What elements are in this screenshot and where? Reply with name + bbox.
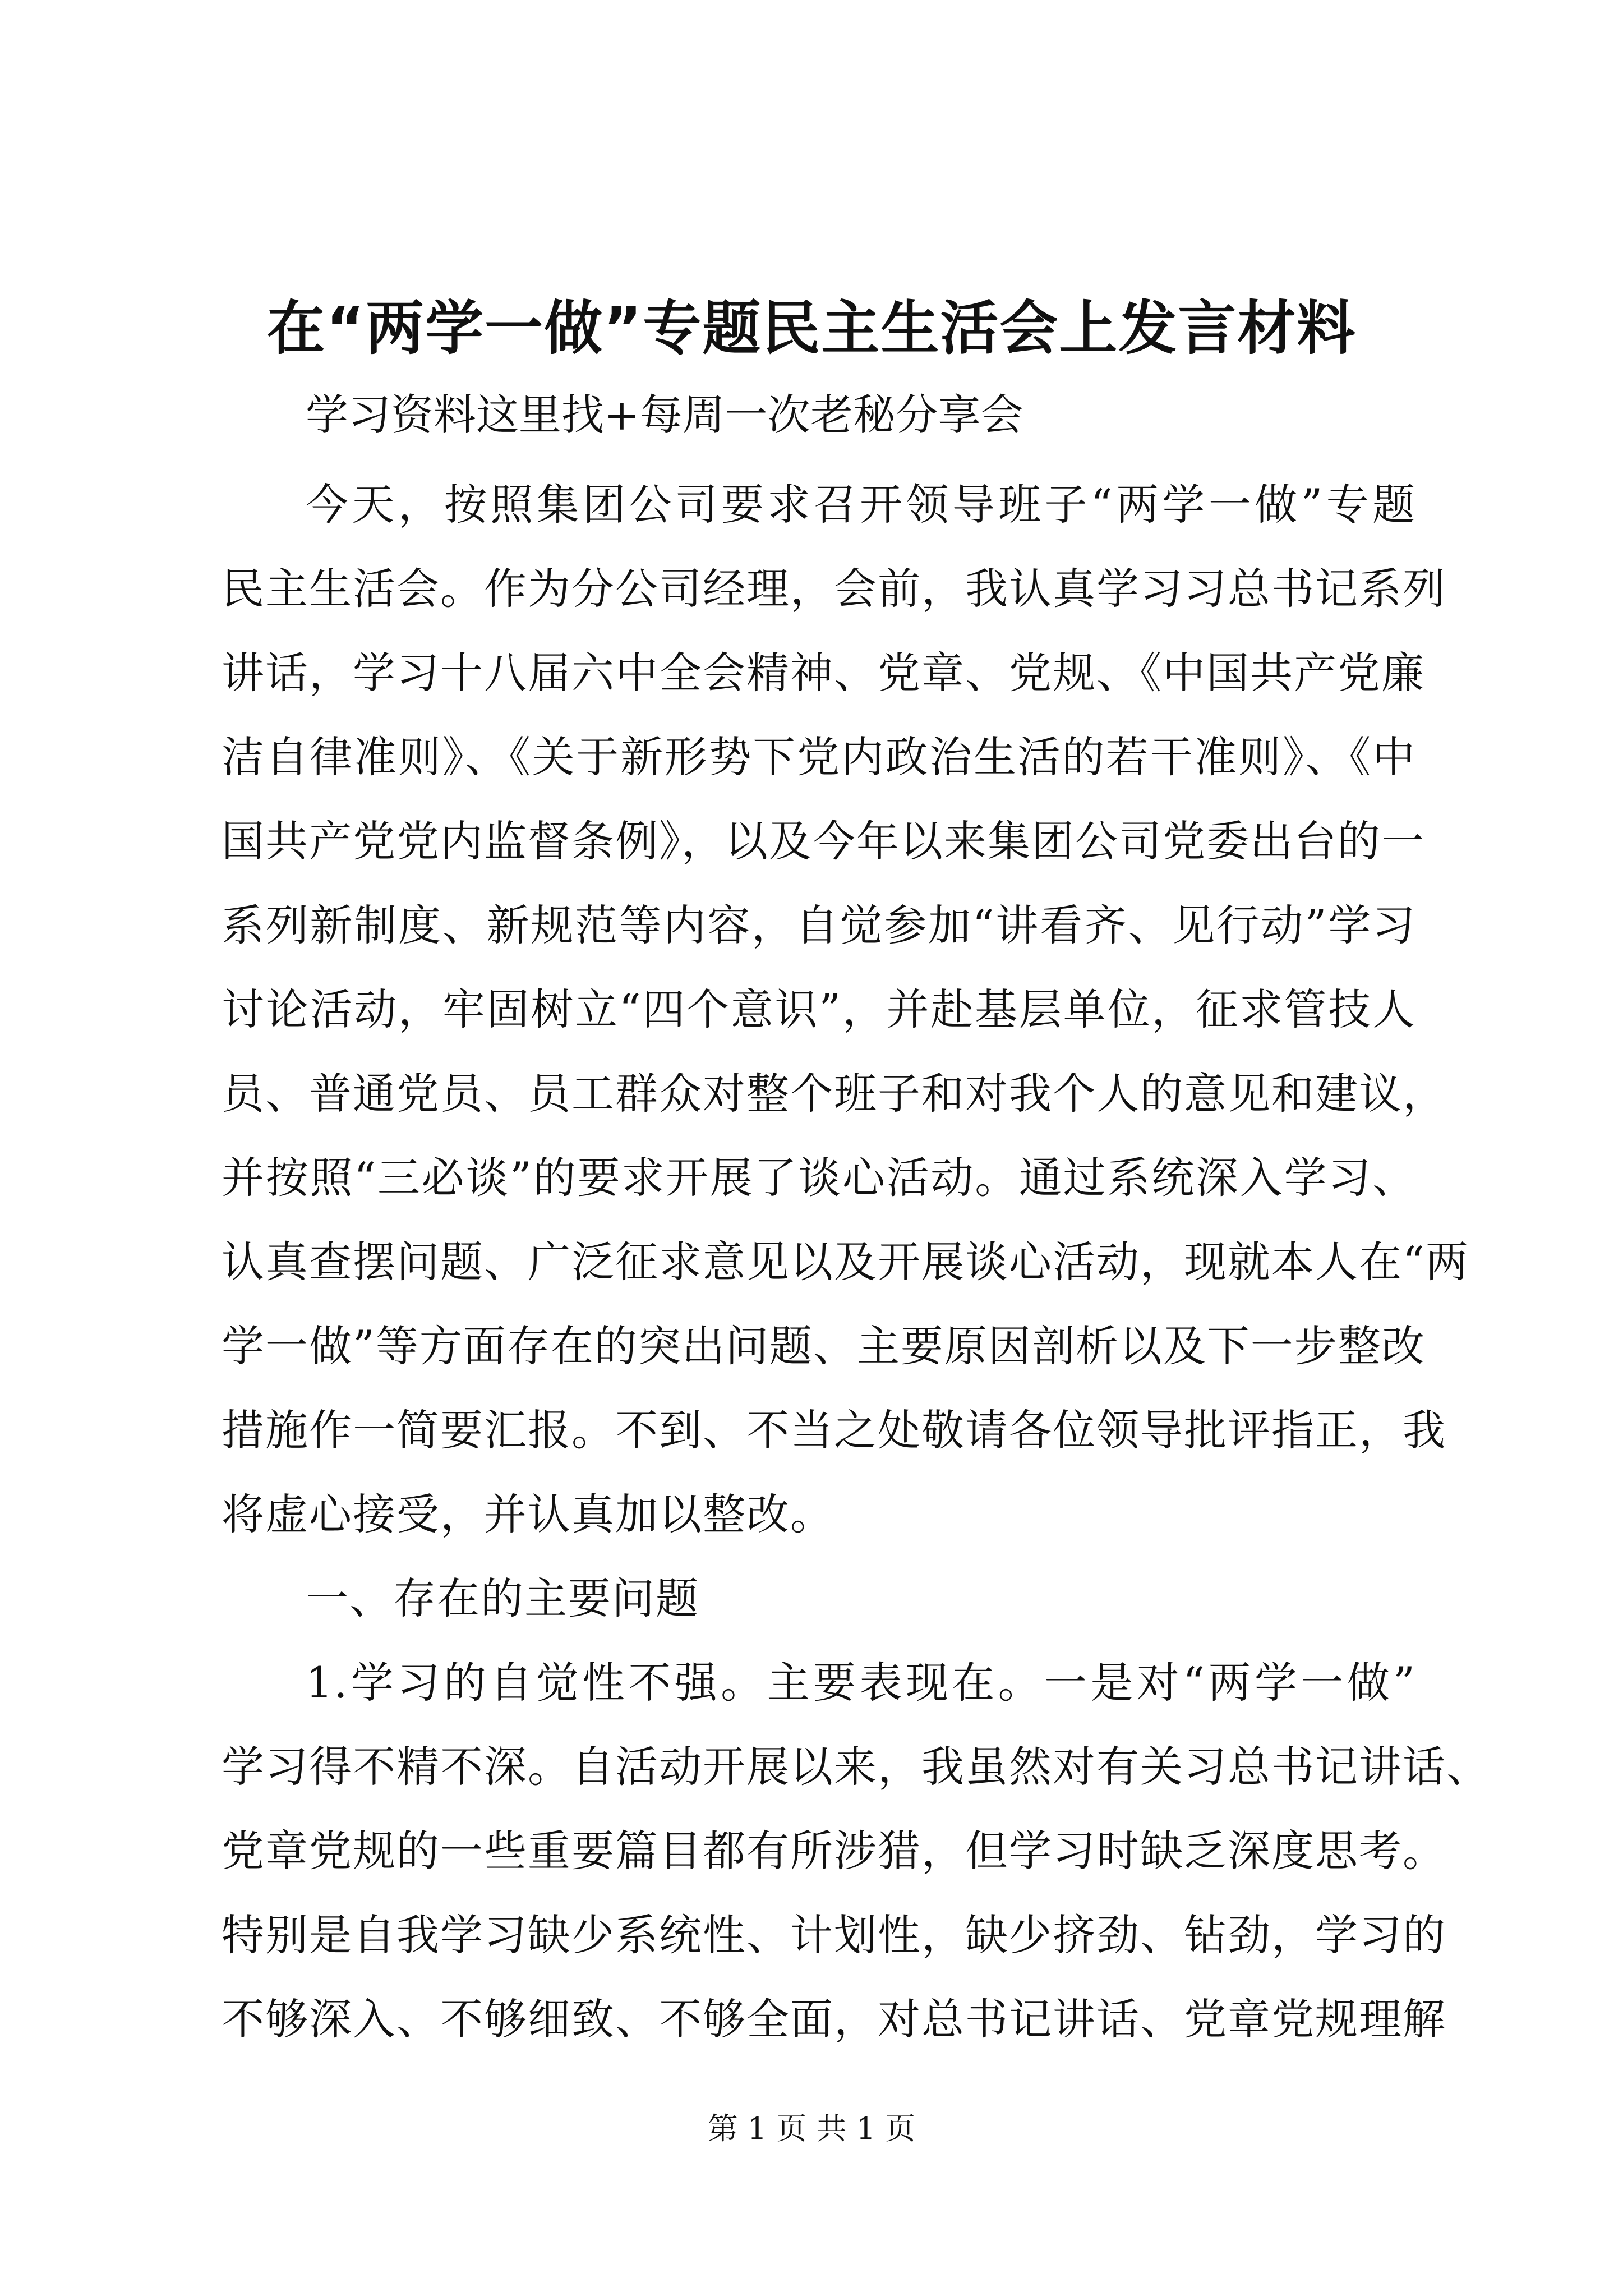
document-title: 在“两学一做”专题民主生活会上发言材料 xyxy=(266,294,1357,362)
body-line: 员、普通党员、员工群众对整个班子和对我个人的意见和建议， xyxy=(222,1069,1446,1119)
body-line: 讨论活动，牢固树立“四个意识”，并赴基层单位，征求管技人 xyxy=(222,984,1416,1034)
body-line: 洁自律准则》、《关于新形势下党内政治生活的若干准则》、《中 xyxy=(222,732,1416,782)
body-line: 党章党规的一些重要篇目都有所涉猎，但学习时缺乏深度思考。 xyxy=(222,1826,1446,1876)
body-line: 认真查摆问题、广泛征求意见以及开展谈心活动，现就本人在“两 xyxy=(222,1237,1469,1287)
section-heading: 一、存在的主要问题 xyxy=(306,1573,699,1623)
document-body xyxy=(222,463,1490,2062)
body-line: 将虚心接受，并认真加以整改。 xyxy=(222,1489,834,1539)
body-line: 1.学习的自觉性不强。主要表现在。一是对“两学一做” xyxy=(306,1658,1416,1708)
body-line: 系列新制度、新规范等内容，自觉参加“讲看齐、见行动”学习 xyxy=(222,900,1416,950)
body-line: 并按照“三必谈”的要求开展了谈心活动。通过系统深入学习、 xyxy=(222,1153,1416,1203)
body-line: 学习得不精不深。自活动开展以来，我虽然对有关习总书记讲话、 xyxy=(222,1742,1490,1792)
document-subtitle: 学习资料这里找+每周一次老秘分享会 xyxy=(306,390,1023,440)
body-line: 不够深入、不够细致、不够全面，对总书记讲话、党章党规理解 xyxy=(222,1994,1446,2044)
body-line: 今天，按照集团公司要求召开领导班子“两学一做”专题 xyxy=(306,480,1416,530)
body-line: 学一做”等方面存在的突出问题、主要原因剖析以及下一步整改 xyxy=(222,1321,1426,1371)
body-line: 民主生活会。作为分公司经理，会前，我认真学习习总书记系列 xyxy=(222,564,1446,614)
body-line: 特别是自我学习缺少系统性、计划性，缺少挤劲、钻劲，学习的 xyxy=(222,1910,1446,1960)
body-line: 措施作一简要汇报。不到、不当之处敬请各位领导批评指正，我 xyxy=(222,1405,1446,1455)
body-line: 国共产党党内监督条例》，以及今年以来集团公司党委出台的一 xyxy=(222,816,1425,866)
page-footer: 第 1 页 共 1 页 xyxy=(707,2111,916,2146)
body-line: 讲话，学习十八届六中全会精神、党章、党规、《中国共产党廉 xyxy=(222,648,1425,698)
